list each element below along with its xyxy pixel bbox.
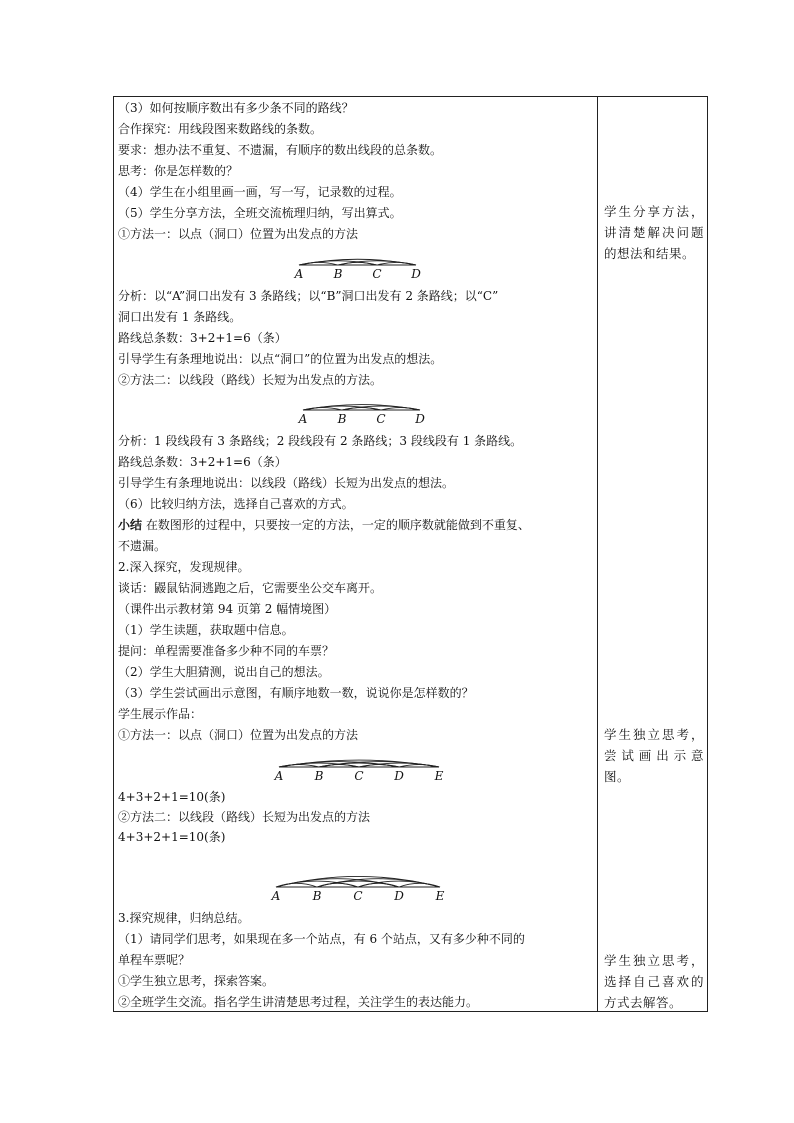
student-activity-note: 学生独立思考，尝试画出示意图。 (604, 727, 704, 784)
text-line: ②方法二：以线段（路线）长短为出发点的方法 (118, 810, 371, 824)
point-label: E (434, 769, 444, 783)
summary-text: 在数图形的过程中，只要按一定的方法，一定的顺序数就能做到不重复、 (145, 518, 530, 532)
point-label: C (376, 412, 386, 426)
text-line: 引导学生有条理地说出：以点“洞口”的位置为出发点的想法。 (118, 352, 443, 366)
text-line: （5）学生分享方法，全班交流梳理归纳，写出算式。 (118, 206, 402, 220)
point-label: A (271, 889, 281, 903)
point-label: C (353, 889, 363, 903)
point-label: A (294, 267, 304, 281)
column-divider (597, 97, 598, 1011)
point-label: B (314, 769, 324, 783)
student-activity-note: 学生独立思考，选择自己喜欢的方式去解答。 (604, 953, 704, 1010)
text-line: ①学生独立思考，探索答案。 (118, 974, 275, 988)
text-line: （1）学生读题，获取题中信息。 (118, 623, 294, 637)
text-line: 路线总条数：3+2+1=6（条） (118, 455, 287, 469)
route-diagram-method1-five-points (269, 743, 449, 785)
route-arc (399, 883, 440, 887)
text-line: ②全班学生交流。指名学生讲清楚思考过程，关注学生的表达能力。 (118, 995, 479, 1009)
text-line: （2）学生大胆猜测，说出自己的想法。 (118, 665, 330, 679)
text-line (118, 517, 530, 533)
text-line: 合作探究：用线段图来数路线的条数。 (118, 122, 323, 136)
point-label: D (394, 769, 404, 783)
point-label: D (394, 889, 404, 903)
text-line: 分析：以“A”洞口出发有 3 条路线；以“B”洞口出发有 2 条路线；以“C” (118, 289, 499, 303)
text-line: ②方法二：以线段（路线）长短为出发点的方法。 (118, 373, 383, 387)
point-label: C (354, 769, 364, 783)
text-line: 4+3+2+1=10(条) (118, 830, 226, 844)
text-line: （6）比较归纳方法，选择自己喜欢的方式。 (118, 497, 354, 511)
text-line: 3.探究规律，归纳总结。 (118, 911, 250, 925)
point-label: D (411, 267, 421, 281)
lesson-table (113, 96, 708, 1012)
point-label: D (415, 412, 425, 426)
text-line: （3）如何按顺序数出有多少条不同的路线？ (118, 101, 354, 115)
text-line: 4+3+2+1=10(条) (118, 790, 226, 804)
text-line: 洞口出发有 1 条路线。 (118, 310, 242, 324)
point-label: B (337, 412, 347, 426)
text-line: ①方法一：以点（洞口）位置为出发点的方法 (118, 728, 359, 742)
point-label: A (298, 412, 308, 426)
text-line: 提问：单程需要准备多少种不同的车票？ (118, 644, 335, 658)
text-line: 2.深入探究，发现规律。 (118, 560, 250, 574)
text-line: （课件出示教材第 94 页第 2 幅情境图） (118, 602, 337, 616)
point-label: E (435, 889, 445, 903)
text-line: 引导学生有条理地说出：以线段（路线）长短为出发点的想法。 (118, 476, 455, 490)
route-diagram-method1-four-points (294, 243, 424, 283)
text-line: 要求：想办法不重复、不遗漏，有顺序的数出线段的总条数。 (118, 143, 443, 157)
text-line: 思考：你是怎样数的？ (118, 164, 239, 178)
text-line: 路线总条数：3+2+1=6（条） (118, 331, 287, 345)
text-line: （1）请同学们思考，如果现在多一个站点，有 6 个站点，又有多少种不同的 (118, 932, 525, 946)
text-line: ①方法一：以点（洞口）位置为出发点的方法 (118, 227, 359, 241)
text-line: （4）学生在小组里画一画，写一写，记录数的过程。 (118, 185, 402, 199)
route-diagram-method2-five-points (264, 853, 454, 905)
point-label: C (372, 267, 382, 281)
text-line: 学生展示作品： (118, 707, 203, 721)
text-line: 不遗漏。 (118, 539, 167, 553)
text-line: （3）学生尝试画出示意图，有顺序地数一数，说说你是怎样数的？ (118, 686, 474, 700)
point-label: B (312, 889, 322, 903)
student-activity-note: 学生分享方法，讲清楚解决问题的想法和结果。 (604, 204, 704, 261)
point-label: A (274, 769, 284, 783)
route-diagram-method2-four-points (297, 390, 427, 430)
point-label: B (333, 267, 343, 281)
text-line: 分析：1 段线段有 3 条路线；2 段线段有 2 条路线；3 段线段有 1 条路线。 (118, 434, 523, 448)
text-line: 谈话：鼹鼠钻洞逃跑之后，它需要坐公交车离开。 (118, 581, 383, 595)
text-line: 单程车票呢？ (118, 953, 191, 967)
summary-label: 小结 (118, 518, 143, 532)
